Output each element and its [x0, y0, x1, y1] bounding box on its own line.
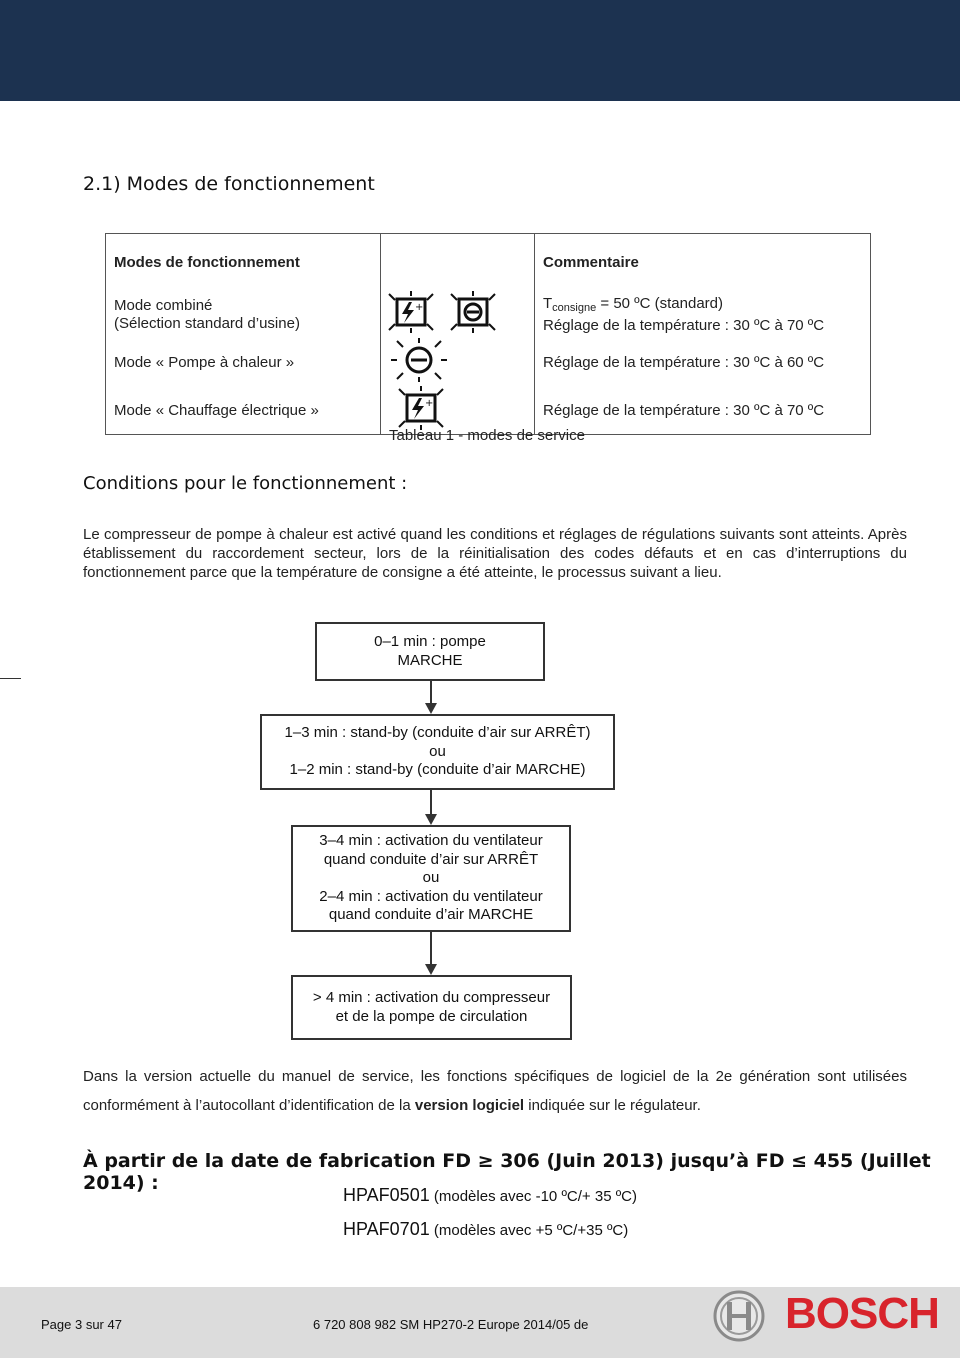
mode-label: Mode combiné	[114, 296, 213, 314]
electric-heater-icon	[385, 291, 437, 338]
table-caption: Tableau 1 - modes de service	[389, 427, 585, 444]
mode-cell: Mode « Chauffage électrique »	[106, 386, 381, 435]
flow-line: 2–4 min : activation du ventilateur	[319, 887, 543, 905]
setpoint-value: = 50 ºC (standard)	[596, 294, 724, 312]
icon-cell	[381, 338, 535, 386]
flow-line: quand conduite d’air sur ARRÊT	[323, 850, 539, 868]
setpoint-subscript: consigne	[552, 301, 597, 314]
model-line	[343, 1185, 637, 1206]
header-icons	[381, 234, 535, 292]
table-row	[106, 338, 871, 386]
flow-line: ou	[422, 869, 440, 887]
flow-line: quand conduite d’air MARCHE	[328, 906, 534, 924]
modes-table	[105, 233, 871, 435]
table-row	[106, 291, 871, 338]
header-modes: Modes de fonctionnement	[106, 234, 381, 292]
model-line	[343, 1219, 628, 1240]
comment-cell	[535, 291, 871, 338]
model-note: (modèles avec -10 ºC/+ 35 ºC)	[429, 1188, 638, 1205]
flow-line: et de la pompe de circulation	[335, 1007, 528, 1025]
bosch-armature-icon	[712, 1289, 766, 1343]
software-text-end: indiquée sur le régulateur.	[524, 1097, 701, 1114]
flow-line: 1–3 min : stand-by (conduite d’air sur ARRÊT)	[284, 724, 591, 742]
conditions-paragraph: Le compresseur de pompe à chaleur est activé quand les conditions et réglages de régulations suivants sont atteints. Après établissement du raccordement secteur, lors de la réinitialisation des codes défauts et en cas d’interruptions du fonctionnement parce que la température de consigne a été atteinte, le processus suivant a lieu.	[83, 526, 907, 581]
flow-arrow	[424, 681, 438, 714]
margin-mark	[0, 678, 21, 679]
flow-step-2	[260, 714, 615, 790]
svg-text:+: +	[425, 398, 434, 409]
conditions-title: Conditions pour le fonctionnement :	[83, 473, 408, 494]
header-comment: Commentaire	[535, 234, 871, 292]
model-name: HPAF0701	[343, 1219, 430, 1239]
svg-text:+: +	[415, 302, 424, 313]
production-date-heading: À partir de la date de fabrication FD ≥ 306 (Juin 2013) jusqu’à FD ≤ 455 (Juillet 2014) :	[83, 1150, 931, 1194]
software-paragraph	[83, 1062, 907, 1120]
section-title: 2.1) Modes de fonctionnement	[83, 173, 375, 195]
footer	[0, 1287, 960, 1358]
software-text: Dans la version actuelle du manuel de service, les fonctions spécifiques de logiciel de la 2e génération sont utilisées conformément à l’autocollant d’identification de la	[83, 1068, 907, 1114]
header-bar	[0, 0, 960, 101]
heat-pump-icon	[447, 291, 499, 338]
flow-step-3	[291, 825, 571, 932]
software-version-bold: version logiciel	[414, 1097, 525, 1114]
flow-line: 0–1 min : pompe	[374, 633, 486, 650]
model-name: HPAF0501	[343, 1185, 430, 1205]
flow-arrow	[424, 932, 438, 975]
flow-line: MARCHE	[397, 651, 463, 669]
table-header-row	[106, 234, 871, 292]
temperature-range: Réglage de la température : 30 ºC à 70 ºC	[543, 316, 825, 334]
bosch-brand: BOSCH	[785, 1289, 939, 1338]
mode-cell	[106, 291, 381, 338]
document-reference: 6 720 808 982 SM HP270-2 Europe 2014/05 de	[313, 1317, 589, 1332]
flow-arrow	[424, 790, 438, 825]
flow-step-4	[291, 975, 572, 1040]
setpoint-symbol: T	[543, 294, 553, 312]
flow-line: 3–4 min : activation du ventilateur	[319, 832, 543, 850]
model-note: (modèles avec +5 ºC/+35 ºC)	[429, 1222, 629, 1239]
flow-step-1	[315, 622, 545, 681]
page-number: Page 3 sur 47	[41, 1317, 122, 1332]
setpoint-line	[543, 295, 862, 317]
mode-cell: Mode « Pompe à chaleur »	[106, 338, 381, 386]
flow-line: 1–2 min : stand-by (conduite d’air MARCHE)	[289, 761, 586, 779]
flow-line: ou	[429, 742, 446, 760]
comment-cell: Réglage de la température : 30 ºC à 60 ºC	[535, 338, 871, 386]
heat-pump-icon	[389, 338, 449, 386]
flow-line: > 4 min : activation du compresseur	[312, 989, 551, 1006]
mode-sublabel: (Sélection standard d’usine)	[114, 314, 300, 332]
comment-cell: Réglage de la température : 30 ºC à 70 ºC	[535, 386, 871, 435]
icon-cell	[381, 291, 535, 338]
